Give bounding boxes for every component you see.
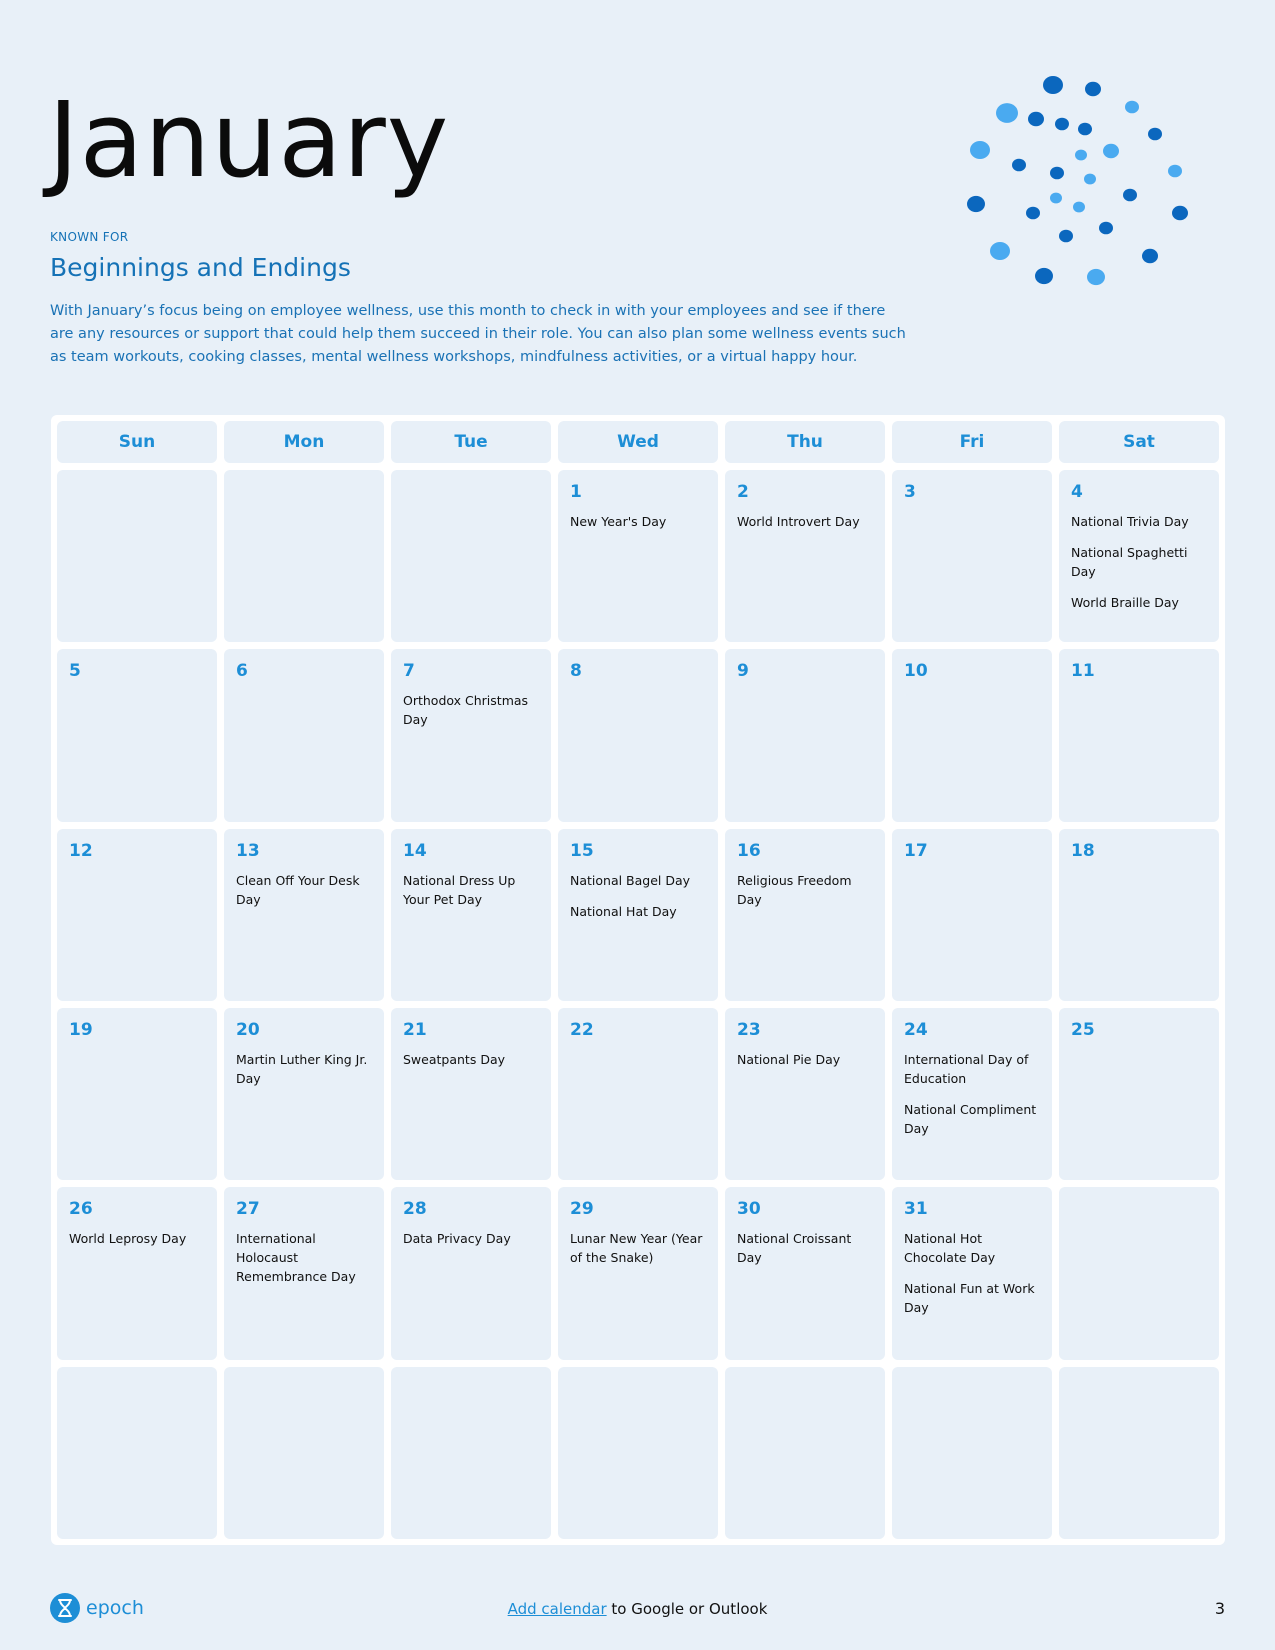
add-calendar-link[interactable]: Add calendar [507, 1600, 607, 1618]
day-number: 30 [737, 1199, 761, 1220]
decorative-dot [1059, 230, 1073, 243]
calendar-day-31 [892, 1187, 1052, 1359]
day-number: 10 [904, 661, 928, 682]
day-event: World Leprosy Day [69, 1231, 187, 1247]
calendar-day-empty [725, 1367, 885, 1539]
calendar-day-11 [1059, 649, 1219, 821]
decorative-dot [996, 103, 1018, 123]
day-number: 31 [904, 1199, 928, 1220]
calendar-day-13 [224, 829, 384, 1001]
calendar-grid [51, 415, 1225, 1545]
day-number [403, 482, 539, 502]
day-number: 15 [570, 840, 594, 861]
day-number [737, 1379, 873, 1399]
day-number [403, 1379, 539, 1399]
calendar-day-22 [558, 1008, 718, 1180]
decorative-dot [1078, 123, 1092, 136]
calendar-day-7 [391, 649, 551, 821]
day-event: National Croissant Day [737, 1231, 852, 1266]
calendar-day-1 [558, 470, 718, 642]
decorative-dot [1148, 128, 1162, 141]
decorative-dot [1050, 193, 1062, 204]
decorative-dot [1035, 268, 1053, 284]
day-event: National Compliment Day [904, 1101, 1037, 1136]
decorative-dot [1055, 118, 1069, 131]
calendar-day-8 [558, 649, 718, 821]
weekday-header-sun: Sun [57, 421, 217, 463]
day-event: World Introvert Day [737, 514, 860, 529]
day-event: Orthodox Christmas Day [403, 693, 529, 728]
calendar-day-10 [892, 649, 1052, 821]
decorative-dot [1026, 207, 1040, 220]
calendar-day-29 [558, 1187, 718, 1359]
calendar-day-empty [892, 1367, 1052, 1539]
page-number: 3 [1214, 1599, 1225, 1618]
day-number: 20 [236, 1019, 260, 1040]
footer-add-calendar [0, 1600, 1275, 1618]
day-number: 7 [403, 661, 415, 682]
decorative-dot [1125, 101, 1139, 114]
calendar-day-3 [892, 470, 1052, 642]
calendar-day-5 [57, 649, 217, 821]
calendar-day-4 [1059, 470, 1219, 642]
day-number: 3 [904, 482, 916, 502]
day-number: 17 [904, 840, 928, 861]
calendar-day-16 [725, 829, 885, 1001]
day-event: National Fun at Work Day [904, 1281, 1035, 1316]
add-calendar-suffix: to Google or Outlook [606, 1600, 768, 1618]
day-event: National Trivia Day [1071, 514, 1189, 529]
day-number: 29 [570, 1199, 594, 1220]
calendar-day-27 [224, 1187, 384, 1359]
day-event: International Holocaust Remembrance Day [236, 1231, 356, 1285]
day-number: 12 [69, 840, 93, 861]
day-number: 11 [1071, 661, 1095, 682]
day-event: National Hat Day [570, 903, 677, 919]
decorative-dot [970, 141, 990, 159]
weekday-header-mon: Mon [224, 421, 384, 463]
day-event: National Pie Day [737, 1051, 841, 1067]
weekday-header-sat: Sat [1059, 421, 1219, 463]
calendar-day-empty [224, 1367, 384, 1539]
day-number: 26 [69, 1199, 93, 1220]
decorative-dot [1075, 150, 1087, 161]
day-number: 19 [69, 1019, 93, 1040]
day-event: International Day of Education [904, 1051, 1029, 1086]
calendar-day-20 [224, 1008, 384, 1180]
calendar-day-empty [224, 470, 384, 642]
day-number: 25 [1071, 1019, 1095, 1040]
month-description: With January’s focus being on employee wellness, use this month to check in with your employees and see if there are any resources or support that could help them succeed in their role. You can also plan some wellness events such as team workouts, cooking classes, mental wellness workshops, mindfulness activities, or a virtual happy hour. [50, 303, 906, 365]
calendar-day-24 [892, 1008, 1052, 1180]
day-number [1071, 1379, 1207, 1399]
day-number: 2 [737, 482, 749, 502]
day-event: National Hot Chocolate Day [904, 1231, 996, 1266]
day-number: 5 [69, 661, 81, 682]
day-number: 14 [403, 840, 427, 861]
calendar-day-30 [725, 1187, 885, 1359]
day-event: Religious Freedom Day [737, 872, 852, 907]
calendar-day-25 [1059, 1008, 1219, 1180]
weekday-header-fri: Fri [892, 421, 1052, 463]
decorative-dot [1073, 202, 1085, 213]
calendar-day-26 [57, 1187, 217, 1359]
decorative-dot [1123, 189, 1137, 202]
calendar-day-12 [57, 829, 217, 1001]
day-number [69, 482, 205, 502]
decorative-dot [1050, 167, 1064, 180]
calendar-day-28 [391, 1187, 551, 1359]
day-number [69, 1379, 205, 1399]
day-number: 9 [737, 661, 749, 682]
decorative-dot [1028, 112, 1044, 126]
day-event: National Spaghetti Day [1071, 545, 1188, 579]
decorative-dot [1172, 206, 1188, 220]
calendar-day-empty [558, 1367, 718, 1539]
day-number: 4 [1071, 482, 1083, 502]
decorative-dot [1099, 222, 1113, 235]
calendar-day-23 [725, 1008, 885, 1180]
decorative-dots-graphic [965, 60, 1215, 290]
weekday-header-tue: Tue [391, 421, 551, 463]
weekday-header-wed: Wed [558, 421, 718, 463]
calendar-day-empty [1059, 1367, 1219, 1539]
day-number [1071, 1199, 1207, 1219]
day-number: 27 [236, 1199, 260, 1220]
decorative-dot [1142, 249, 1158, 263]
weekday-header-thu: Thu [725, 421, 885, 463]
decorative-dot [1085, 82, 1101, 96]
day-number: 1 [570, 482, 582, 502]
calendar-day-15 [558, 829, 718, 1001]
day-event: World Braille Day [1071, 595, 1179, 610]
decorative-dot [1043, 76, 1063, 94]
day-event: National Bagel Day [570, 872, 691, 888]
day-event: Martin Luther King Jr. Day [236, 1051, 368, 1086]
known-for-label: KNOWN FOR [50, 230, 129, 244]
calendar-day-empty [57, 470, 217, 642]
calendar-day-19 [57, 1008, 217, 1180]
day-number: 28 [403, 1199, 427, 1220]
day-number: 13 [236, 840, 260, 861]
logo-text: epoch [86, 1597, 144, 1619]
day-number [904, 1379, 1040, 1399]
calendar-day-21 [391, 1008, 551, 1180]
day-number: 21 [403, 1019, 427, 1040]
day-number [570, 1379, 706, 1399]
day-event: Sweatpants Day [403, 1051, 505, 1067]
calendar-day-14 [391, 829, 551, 1001]
calendar-day-17 [892, 829, 1052, 1001]
decorative-dot [990, 242, 1010, 260]
day-number: 23 [737, 1019, 761, 1040]
day-number: 8 [570, 661, 582, 682]
decorative-dot [1103, 144, 1119, 158]
calendar-day-9 [725, 649, 885, 821]
day-number [236, 482, 372, 502]
decorative-dot [1087, 269, 1105, 285]
decorative-dot [967, 196, 985, 212]
calendar-day-empty [57, 1367, 217, 1539]
day-event: Lunar New Year (Year of the Snake) [570, 1231, 703, 1266]
day-event: National Dress Up Your Pet Day [403, 872, 516, 907]
calendar-day-empty [391, 470, 551, 642]
calendar-day-6 [224, 649, 384, 821]
calendar-day-2 [725, 470, 885, 642]
month-theme: Beginnings and Endings [50, 253, 351, 282]
decorative-dot [1084, 174, 1096, 185]
calendar-day-18 [1059, 829, 1219, 1001]
day-number: 16 [737, 840, 761, 861]
day-number: 18 [1071, 840, 1095, 861]
calendar-day-empty [1059, 1187, 1219, 1359]
decorative-dot [1012, 159, 1026, 172]
day-number: 6 [236, 661, 248, 682]
day-event: Clean Off Your Desk Day [236, 872, 360, 907]
day-event: New Year's Day [570, 514, 667, 529]
calendar-day-empty [391, 1367, 551, 1539]
day-number: 22 [570, 1019, 594, 1040]
day-number: 24 [904, 1019, 928, 1040]
day-event: Data Privacy Day [403, 1231, 511, 1247]
day-number [236, 1379, 372, 1399]
month-title: January [48, 79, 450, 201]
decorative-dot [1168, 165, 1182, 178]
